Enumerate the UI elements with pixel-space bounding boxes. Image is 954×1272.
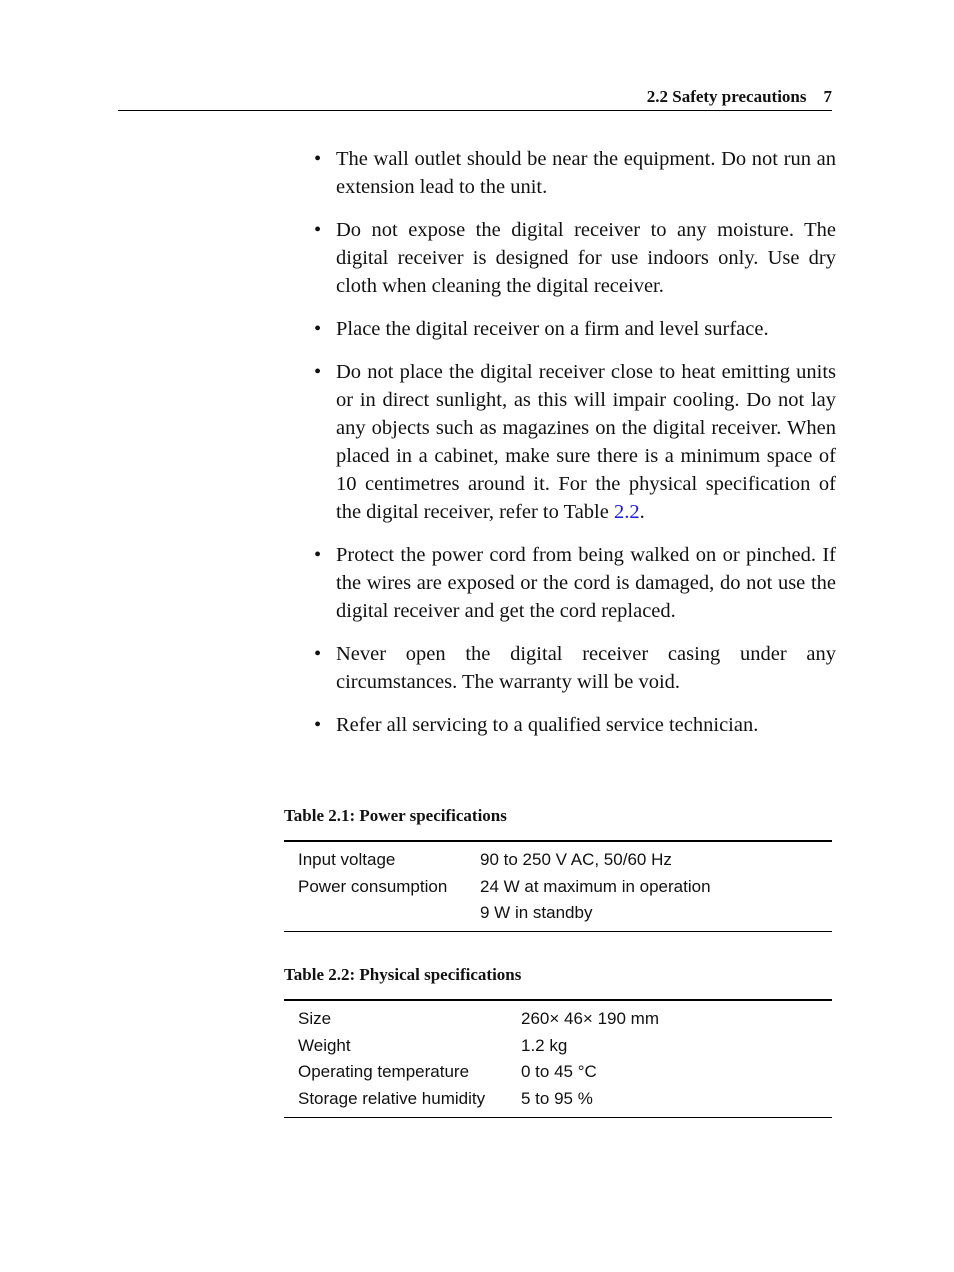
table-reference-link[interactable]: 2.2 xyxy=(613,501,640,523)
list-item-text: The wall outlet should be near the equipment. Do not run an extension lead to the unit. xyxy=(336,148,836,198)
list-item xyxy=(312,145,836,201)
list-item-text: Refer all servicing to a qualified service technician. xyxy=(336,714,759,736)
table-cell-value: 5 to 95 % xyxy=(521,1088,593,1108)
list-item-text: Never open the digital receiver casing under any circumstances. The warranty will be void. xyxy=(336,643,836,693)
list-item xyxy=(312,358,836,526)
table-cell-value: 9 W in standby xyxy=(480,903,593,922)
list-item-text: Do not expose the digital receiver to any moisture. The digital receiver is designed for use indoors only. Use dry cloth when cleaning the digital receiver. xyxy=(336,219,836,297)
table-cell-label xyxy=(284,900,480,927)
bullet-icon: • xyxy=(314,643,322,665)
table-row xyxy=(284,847,832,874)
header-text xyxy=(647,86,832,108)
power-table-caption: Table 2.1: Power specifications xyxy=(284,806,507,825)
list-item xyxy=(312,711,836,739)
table-cell-value: 1.2 kg xyxy=(521,1035,568,1055)
list-item xyxy=(312,216,836,300)
table-cell-label: Size xyxy=(298,1009,332,1028)
list-item-suffix: . xyxy=(639,501,645,523)
table-cell-value: 260× 46× 190 mm xyxy=(521,1009,659,1028)
list-item-text: Place the digital receiver on a firm and level surface. xyxy=(336,318,769,340)
physical-table-caption: Table 2.2: Physical specifications xyxy=(284,965,522,984)
table-row xyxy=(284,900,832,927)
table-row xyxy=(284,874,832,901)
table-cell-value: 24 W at maximum in operation xyxy=(480,876,711,896)
bullet-icon: • xyxy=(314,544,322,566)
table-row xyxy=(284,1006,832,1033)
power-specifications-table xyxy=(284,840,832,932)
table-cell-label: Input voltage xyxy=(298,850,396,869)
table-cell-value: 90 to 250 V AC, 50/60 Hz xyxy=(480,850,672,869)
table-cell-label: Weight xyxy=(298,1035,351,1055)
bullet-icon: • xyxy=(314,148,322,170)
table-cell-value: 0 to 45 °C xyxy=(521,1062,597,1081)
running-header xyxy=(118,86,832,111)
list-item xyxy=(312,541,836,625)
table-cell-label: Operating temperature xyxy=(298,1062,470,1081)
list-item-text: Do not place the digital receiver close to heat emitting units or in direct sunlight, as this will impair cooling. Do not lay any objects such as magazines on the digital receiver. When placed in a cabinet, make sure there is a minimum space of 10 centimetres around it. For the physical specification of the digital receiver, refer to Table xyxy=(336,361,836,523)
table-row xyxy=(284,1059,832,1086)
page-number: 7 xyxy=(823,87,832,106)
table-row xyxy=(284,1033,832,1060)
bullet-icon: • xyxy=(314,361,322,383)
table-cell-label: Power consumption xyxy=(298,876,448,896)
bullet-icon: • xyxy=(314,219,322,241)
list-item-text: Protect the power cord from being walked on or pinched. If the wires are exposed or the cord is damaged, do not use the digital receiver and get the cord replaced. xyxy=(336,544,836,622)
list-item xyxy=(312,315,836,343)
table-cell-label: Storage relative humidity xyxy=(298,1088,486,1108)
header-section-title: 2.2 Safety precautions xyxy=(646,87,807,106)
table-row xyxy=(284,1086,832,1113)
safety-precautions-list xyxy=(312,145,836,754)
physical-specifications-table xyxy=(284,999,832,1118)
bullet-icon: • xyxy=(314,318,322,340)
list-item xyxy=(312,640,836,696)
bullet-icon: • xyxy=(314,714,322,736)
